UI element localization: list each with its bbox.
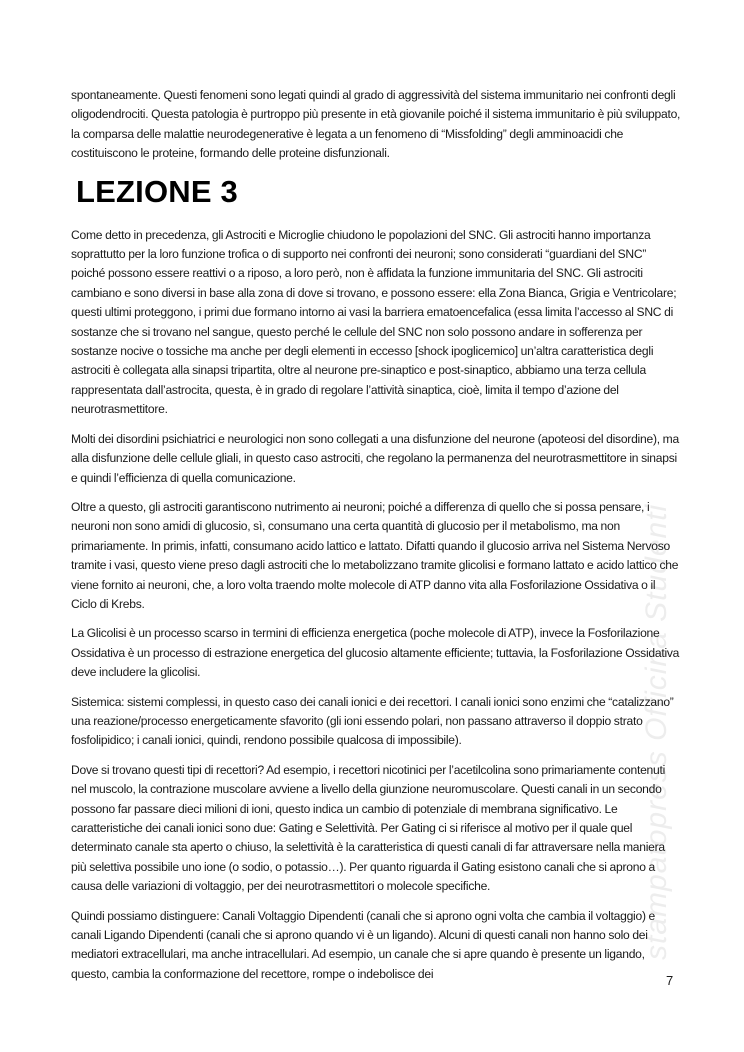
intro-paragraph: spontaneamente. Questi fenomeni sono legati quindi al grado di aggressività del sistema immunitario nei confronti degli oligodendrociti. Questa patologia è purtroppo più presente in età giovanile poiché il sistema immunitario è più sviluppato, la comparsa delle malattie neurodegenerative è legata a un fenomeno di “Missfolding” degli amminoacidi che costituiscono le proteine, formando delle proteine disfunzionali. <box>71 88 681 161</box>
paragraph-glycolysis: La Glicolisi è un processo scarso in termini di efficienza energetica (poche molecole di ATP), invece la Fosforilazione Ossidativa è un processo di estrazione energetica del glucosio altamente efficiente; tuttavia, la Fosforilazione Ossidativa deve includere la glicolisi. <box>71 626 680 680</box>
watermark: stampatopress Officina Studenti <box>640 503 673 960</box>
paragraph-receptors: Dove si trovano questi tipi di recettori? Ad esempio, i recettori nicotinici per l’acetilcolina sono primariamente contenuti nel muscolo, la contrazione muscolare avviene a livello della giunzione neuromuscolare. Questi canali in un secondo possono far passare dieci milioni di ioni, questo indica un cambio di potenziale di membrana significativo. Le caratteristiche dei canali ionici sono due: Gating e Selettività. Per Gating ci si riferisce al motivo per il quale quel determinato canale sta aperto o chiuso, la selettività è la caratteristica di questi canali di far attraversare nella maniera più selettiva possibile uno ione (o sodio, o potassio…). Per quanto riguarda il Gating esistono canali che si aprono a causa delle variazioni di voltaggio, per dei neurotrasmettitori o molecole specifiche. <box>71 762 666 894</box>
paragraph-disorders: Molti dei disordini psichiatrici e neurologici non sono collegati a una disfunzione del neurone (apoteosi del disordine), ma alla disfunzione delle cellule gliali, in questo caso astrociti, che regolano la permanenza del neurotrasmettitore in sinapsi e quindi l’efficienza di quella comunicazione. <box>71 431 679 485</box>
lesson-heading: LEZIONE 3 <box>76 173 238 209</box>
paragraph-systemic: Sistemica: sistemi complessi, in questo caso dei canali ionici e dei recettori. I canali ionici sono enzimi che “catalizzano” una reazione/processo energeticamente sfavorito (gli ioni essendo polari, non passano attraverso il doppio strato fosfolipidico; i canali ionici, quindi, rendono possibile qualcosa di impossibile). <box>71 694 674 748</box>
page-number: 7 <box>666 973 674 988</box>
paragraph-astrocytes: Come detto in precedenza, gli Astrociti e Microglie chiudono le popolazioni del SNC. Gli astrociti hanno importanza soprattutto per la loro funzione trofica o di supporto nei confronti dei neuroni; sono considerati “guardiani del SNC” poiché possono essere reattivi o a riposo, a loro però, non è affidata la funzione immunitaria del SNC. Gli astrociti cambiano e sono diversi in base alla zona di dove si trovano, e possono essere: ella Zona Bianca, Grigia e Ventricolare; questi ultimi proteggono, i primi due formano intorno ai vasi la barriera ematoencefalica (essa limita l’accesso al SNC di sostanze che si trovano nel sangue, questo perché le cellule del SNC non solo possono andare in sofferenza per sostanze nocive o tossiche ma anche per degli elementi in eccesso [shock ipoglicemico] un’altra caratteristica degli astrociti è collegata alla sinapsi tripartita, oltre al neurone pre-sinaptico e post-sinaptico, abbiamo una terza cellula rappresentata dall’astrocita, questa, è in grado di regolare l’attività sinaptica, cioè, limita il tempo d’azione del neurotrasmettitore. <box>71 227 677 417</box>
document-page <box>71 86 681 994</box>
paragraph-channels: Quindi possiamo distinguere: Canali Voltaggio Dipendenti (canali che si aprono ogni volta che cambia il voltaggio) e canali Ligando Dipendenti (canali che si aprono quando vi è un ligando). Alcuni di questi canali non hanno solo dei mediatori extracellulari, ma anche intracellulari. Ad esempio, un canale che si apre quando è presente un ligando, questo, cambia la conformazione del recettore, rompe o indebolisce dei <box>71 908 656 981</box>
paragraph-nutrition: Oltre a questo, gli astrociti garantiscono nutrimento ai neuroni; poiché a differenza di quello che si possa pensare, i neuroni non sono amidi di glucosio, sì, consumano una certa quantità di glucosio per il metabolismo, ma non primariamente. In primis, infatti, consumano acido lattico e lattato. Difatti quando il glucosio arriva nel Sistema Nervoso tramite i vasi, questo viene preso dagli astrociti che lo metabolizzano tramite glicolisi e formano lattato e acido lattico che viene fornito ai neuroni, che, a loro volta traendo molte molecole di ATP danno vita alla Fosforilazione Ossidativa o il Ciclo di Krebs. <box>71 499 679 611</box>
